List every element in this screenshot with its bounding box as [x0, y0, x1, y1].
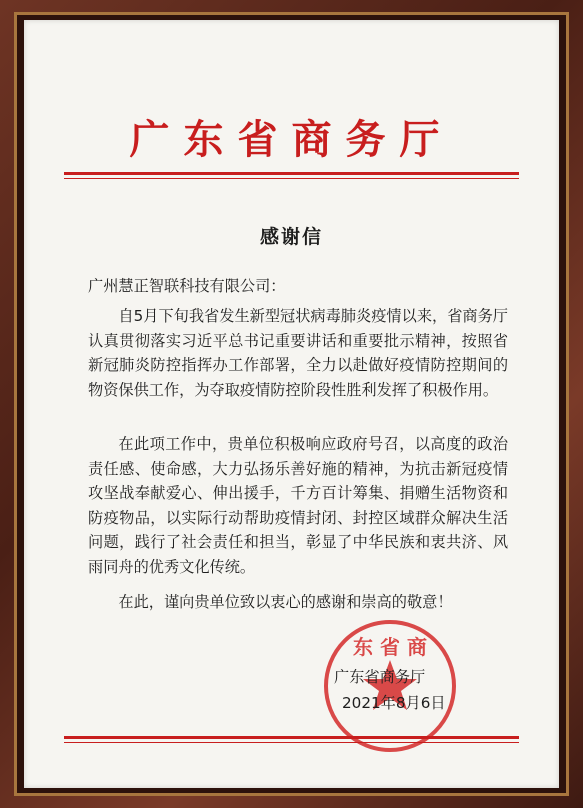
svg-text:东 省 商: 东 省 商 [353, 635, 427, 659]
letter-paragraph-3: 在此，谨向贵单位致以衷心的感谢和崇高的敬意！ [118, 593, 453, 611]
signature-org: 广东省商务厅 [334, 668, 426, 686]
org-header-title: 广东省商务厅 [129, 116, 454, 163]
letter-salutation: 广州慧正智联科技有限公司： [88, 277, 286, 295]
letter-title: 感谢信 [259, 226, 323, 248]
letter-paper [24, 20, 559, 788]
header-rule-thick [64, 172, 519, 175]
footer-rule-thick [64, 736, 519, 739]
signature-date: 2021年8月6日 [342, 694, 446, 712]
letter-paragraph-2: 在此项工作中，贵单位积极响应政府号召，以高度的政治责任感、使命感，大力弘扬乐善好施的精神，为抗击新冠疫情攻坚战奉献爱心、伸出援手，千方百计筹集、捐赠生活物资和防疫物品，以实际行动帮助疫情封闭、封控区域群众解决生活问题，践行了社会责任和担当，彰显了中华民族和衷共济、风雨同舟的优秀文化传统。 [88, 435, 508, 576]
footer-rule-thin [64, 742, 519, 743]
header-rule-thin [64, 178, 519, 179]
letter-paragraph-1: 自5月下旬我省发生新型冠状病毒肺炎疫情以来，省商务厅认真贯彻落实习近平总书记重要讲话和重要批示精神，按照省新冠肺炎防控指挥办工作部署，全力以赴做好疫情防控期间的物资保供工作，为夺取疫情防控阶段性胜利发挥了积极作用。 [88, 307, 508, 399]
